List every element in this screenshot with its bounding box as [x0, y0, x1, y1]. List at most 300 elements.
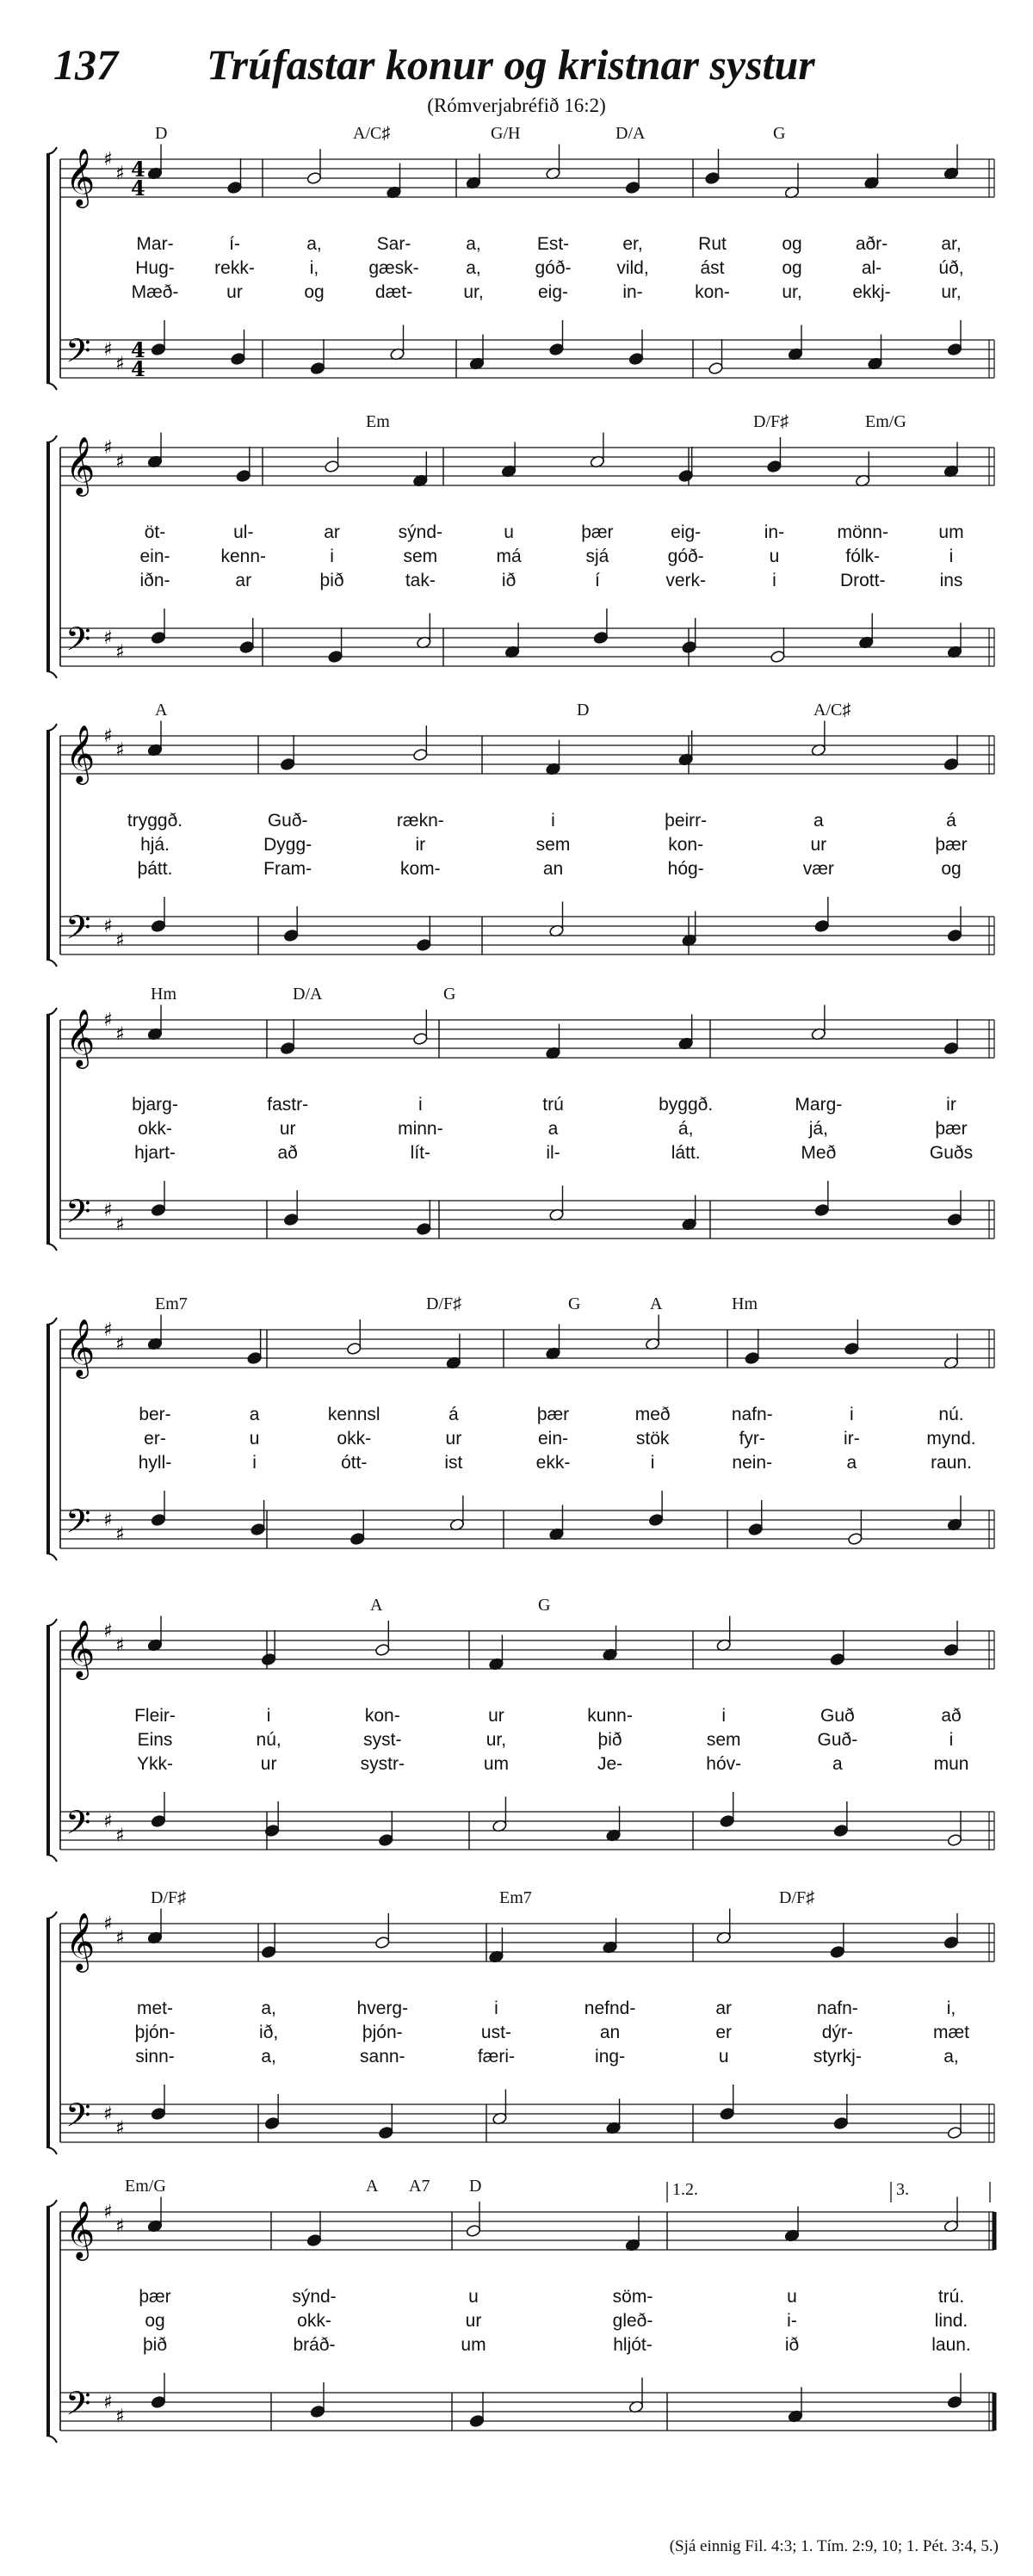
hymn-number: 137 [53, 40, 118, 89]
key-sharp: ♯ [103, 1811, 113, 1832]
lyric-syllable: styrkj- [813, 2047, 862, 2066]
lyric-syllable: úð, [938, 258, 964, 278]
lyric-syllable: á [946, 811, 956, 831]
lyric-syllable: i [850, 1405, 854, 1424]
bass-note [947, 2395, 962, 2408]
chord-symbol: G [443, 985, 456, 1004]
lyric-syllable: ið [501, 571, 516, 590]
lyric-syllable: i- [787, 2311, 797, 2331]
lyric-syllable: Guð- [817, 1730, 858, 1750]
lyric-syllable: Fleir- [134, 1706, 176, 1726]
lyric-syllable: tryggð. [127, 811, 183, 831]
lyric-syllable: i, [946, 1998, 956, 2018]
key-sharp: ♯ [103, 1010, 113, 1031]
bass-note [378, 1833, 393, 1846]
lyric-syllable: gleð- [612, 2311, 653, 2331]
lyric-syllable: á [448, 1405, 459, 1424]
key-sharp: ♯ [115, 930, 125, 952]
melody-note [625, 181, 640, 194]
melody-note [943, 1936, 959, 1949]
lyric-syllable: bráð- [293, 2335, 336, 2355]
lyric-line-verse-3 [34, 1143, 1020, 1169]
lyric-syllable: söm- [612, 2287, 653, 2307]
bass-clef: 𝄢 [65, 1803, 91, 1850]
lyric-syllable: þær [536, 1405, 570, 1424]
bass-note [947, 1833, 962, 1846]
lyric-syllable: Eins [137, 1730, 173, 1750]
lyric-syllable: bjarg- [132, 1095, 178, 1115]
treble-clef: 𝄞 [65, 1912, 96, 1970]
lyric-syllable: i [772, 571, 776, 590]
key-sharp: ♯ [103, 437, 113, 459]
lyric-syllable: met- [137, 1998, 173, 2018]
lyric-syllable: syst- [363, 1730, 402, 1750]
bass-note [349, 1532, 365, 1545]
treble-clef: 𝄞 [65, 1318, 96, 1376]
lyric-syllable: sýnd- [292, 2287, 337, 2307]
lyric-line-verse-3 [34, 1754, 1020, 1780]
lyric-line-verse-3 [34, 2047, 1020, 2073]
melody-note [745, 1351, 760, 1364]
lyric-syllable: þátt. [137, 859, 173, 879]
bass-note [378, 2126, 393, 2139]
bass-note [151, 2395, 166, 2408]
lyric-syllable: færi- [477, 2047, 516, 2066]
treble-clef: 𝄞 [65, 2200, 96, 2258]
bass-note [814, 919, 830, 932]
lyric-syllable: ar, [941, 234, 962, 254]
melody-note [236, 469, 251, 482]
bass-clef: 𝄢 [65, 2384, 91, 2431]
bass-note [947, 2126, 962, 2139]
bass-note [628, 352, 644, 365]
melody-note [325, 460, 340, 473]
lyric-syllable: i [330, 547, 334, 566]
chord-symbol: D/F♯ [426, 1294, 462, 1313]
lyric-syllable: ar [235, 571, 252, 590]
chord-symbol: Em/G [125, 2177, 166, 2196]
lyric-syllable: i [949, 1730, 954, 1750]
lyric-line-verse-3 [34, 571, 1020, 596]
bass-note [231, 352, 246, 365]
time-signature: 4 [131, 356, 145, 381]
bass-note [328, 650, 343, 663]
lyric-syllable: er, [622, 234, 643, 254]
lyric-syllable: a [813, 811, 824, 831]
lyric-syllable: ul- [233, 522, 254, 542]
lyric-syllable: ar [324, 522, 340, 542]
footnote: (Sjá einnig Fil. 4:3; 1. Tím. 2:9, 10; 1. Pét. 3:4, 5.) [669, 2537, 999, 2555]
lyric-syllable: sýnd- [398, 522, 443, 542]
treble-staff [60, 1020, 994, 1058]
key-sharp: ♯ [115, 1634, 125, 1657]
bass-note [283, 1213, 299, 1226]
bass-staff [60, 917, 994, 954]
melody-note [943, 757, 959, 770]
chord-symbol: D/F♯ [151, 1888, 187, 1907]
lyric-syllable: ur [260, 1754, 277, 1774]
lyric-syllable: nú, [256, 1730, 281, 1750]
treble-staff [60, 1924, 994, 1961]
lyric-syllable: ur, [782, 282, 802, 302]
lyric-syllable: nú. [938, 1405, 964, 1424]
lyric-syllable: þið [597, 1730, 622, 1750]
lyric-syllable: og [941, 859, 962, 879]
hymn-title: Trúfastar konur og kristnar systur [207, 40, 815, 89]
lyric-syllable: ing- [595, 2047, 626, 2066]
bass-note [708, 361, 724, 374]
melody-note [466, 2224, 481, 2237]
key-sharp: ♯ [103, 627, 113, 649]
key-sharp: ♯ [115, 1333, 125, 1356]
bass-note [814, 1203, 830, 1216]
lyric-syllable: Est- [536, 234, 570, 254]
lyric-syllable: a [249, 1405, 260, 1424]
key-sharp: ♯ [115, 1523, 125, 1546]
key-sharp: ♯ [103, 2103, 113, 2125]
lyric-syllable: u [249, 1429, 260, 1449]
lyric-line-verse-1 [34, 1405, 1020, 1430]
melody-note [280, 757, 295, 770]
key-sharp: ♯ [115, 1927, 125, 1949]
lyric-syllable: iðn- [139, 571, 170, 590]
lyric-syllable: Guð [820, 1706, 855, 1726]
lyric-syllable: á, [677, 1119, 694, 1139]
lyric-syllable: fólk- [845, 547, 881, 566]
chord-symbol: D/F♯ [753, 412, 789, 431]
bass-note [264, 2116, 280, 2129]
melody-note [374, 1643, 390, 1656]
lyric-syllable: kon- [668, 835, 704, 855]
lyric-syllable: eig- [537, 282, 569, 302]
treble-staff [60, 736, 994, 774]
chord-symbol: G [568, 1294, 581, 1313]
lyric-syllable: ur [279, 1119, 296, 1139]
lyric-line-verse-2 [34, 1730, 1020, 1756]
bass-clef: 𝄢 [65, 1502, 91, 1548]
bass-note [151, 919, 166, 932]
lyric-syllable: in- [764, 522, 785, 542]
bass-note [283, 929, 299, 942]
treble-clef: 𝄞 [65, 724, 96, 782]
key-sharp: ♯ [103, 2202, 113, 2223]
key-sharp: ♯ [103, 1913, 113, 1935]
time-signature: 4 [131, 157, 145, 182]
bass-staff [60, 1812, 994, 1850]
bass-clef: 𝄢 [65, 1192, 91, 1239]
chord-symbol: A [155, 701, 168, 720]
lyric-syllable: og [782, 258, 802, 278]
lyric-syllable: okk- [337, 1429, 372, 1449]
lyric-line-verse-2 [34, 1429, 1020, 1455]
lyric-syllable: kunn- [587, 1706, 633, 1726]
lyric-syllable: al- [861, 258, 882, 278]
bass-note [251, 1523, 266, 1535]
lyric-line-verse-1 [34, 522, 1020, 548]
lyric-syllable: ur [810, 835, 827, 855]
lyric-syllable: nafn- [731, 1405, 773, 1424]
chord-symbol: A [370, 1596, 383, 1615]
melody-note [830, 1945, 845, 1958]
lyric-syllable: trú [542, 1095, 564, 1115]
chord-symbol: D [469, 2177, 482, 2196]
lyric-line-verse-3 [34, 859, 1020, 885]
lyric-syllable: Drott- [839, 571, 886, 590]
chord-symbol: G [773, 124, 786, 143]
key-sharp: ♯ [115, 163, 125, 185]
lyric-syllable: um [461, 2335, 486, 2355]
lyric-line-verse-2 [34, 258, 1020, 284]
chord-symbol: A/C♯ [813, 701, 851, 720]
lyric-syllable: látt. [671, 1143, 701, 1163]
lyric-syllable: kenn- [220, 547, 267, 566]
lyric-syllable: sann- [360, 2047, 405, 2066]
lyric-syllable: og [145, 2311, 165, 2331]
lyric-syllable: Mæð- [131, 282, 179, 302]
lyric-syllable: með [634, 1405, 671, 1424]
melody-note [247, 1351, 263, 1364]
lyric-syllable: ir [946, 1095, 956, 1115]
bass-staff [60, 628, 994, 666]
lyric-syllable: Mar- [136, 234, 174, 254]
melody-note [943, 1643, 959, 1656]
bass-note [416, 938, 431, 951]
melody-note [412, 748, 428, 761]
bass-note [151, 1203, 166, 1216]
lyric-syllable: raun. [931, 1453, 972, 1473]
melody-note [346, 1342, 362, 1355]
lyric-syllable: dæt- [374, 282, 413, 302]
lyric-syllable: Ykk- [137, 1754, 173, 1774]
lyric-line-verse-2 [34, 835, 1020, 861]
melody-note [306, 2233, 322, 2246]
lyric-syllable: okk- [297, 2311, 331, 2331]
chord-symbol: D [155, 124, 168, 143]
chord-symbol: D [577, 701, 590, 720]
system-4 [34, 985, 1020, 1282]
bass-note [833, 1824, 849, 1837]
melody-note [844, 1342, 859, 1355]
lyric-syllable: er [715, 2023, 733, 2042]
lyric-syllable: Guð- [267, 811, 308, 831]
chord-symbol: Hm [151, 985, 176, 1004]
bass-staff [60, 340, 994, 378]
lyric-syllable: sinn- [135, 2047, 175, 2066]
bass-clef: 𝄢 [65, 331, 91, 378]
melody-note [830, 1652, 845, 1665]
lyric-syllable: þjón- [134, 2023, 176, 2042]
lyric-line-verse-3 [34, 2335, 1020, 2361]
treble-staff [60, 159, 994, 197]
lyric-syllable: okk- [138, 1119, 172, 1139]
lyric-syllable: minn- [398, 1119, 443, 1139]
treble-clef: 𝄞 [65, 436, 96, 494]
lyric-syllable: ur, [463, 282, 484, 302]
lyric-syllable: hóg- [667, 859, 704, 879]
lyric-syllable: rækn- [396, 811, 444, 831]
melody-note [678, 469, 694, 482]
lyric-syllable: ar [715, 1998, 733, 2018]
volta-label: 3. [896, 2180, 909, 2199]
lyric-syllable: gæsk- [368, 258, 419, 278]
lyric-syllable: ur [488, 1706, 504, 1726]
key-sharp: ♯ [103, 2392, 113, 2413]
lyric-syllable: ber- [139, 1405, 171, 1424]
lyric-syllable: Hug- [135, 258, 175, 278]
lyric-syllable: kennsl [327, 1405, 380, 1424]
key-sharp: ♯ [115, 2406, 125, 2428]
system-8 [34, 2177, 1020, 2474]
key-sharp: ♯ [103, 1200, 113, 1221]
lyric-syllable: um [483, 1754, 510, 1774]
lyric-line-verse-1 [34, 811, 1020, 837]
chord-symbol: A [650, 1294, 663, 1313]
lyric-syllable: nafn- [816, 1998, 858, 2018]
lyric-syllable: ur, [486, 1730, 507, 1750]
lyric-syllable: nein- [732, 1453, 773, 1473]
lyric-syllable: ekk- [535, 1453, 571, 1473]
lyric-syllable: i [949, 547, 954, 566]
lyric-syllable: ust- [480, 2023, 511, 2042]
bass-note [947, 1213, 962, 1226]
lyric-syllable: a, [261, 1998, 276, 2018]
chord-symbol: G/H [491, 124, 521, 143]
chord-symbol: Em [366, 412, 390, 431]
lyric-line-verse-1 [34, 2287, 1020, 2313]
chord-symbol: G [538, 1596, 551, 1615]
bass-note [310, 361, 325, 374]
lyric-syllable: dýr- [821, 2023, 853, 2042]
lyric-syllable: ið [784, 2335, 800, 2355]
volta-label: 1.2. [672, 2180, 698, 2199]
lyric-syllable: hjart- [134, 1143, 176, 1163]
lyric-syllable: þið [319, 571, 344, 590]
lyric-syllable: Dygg- [263, 835, 312, 855]
lyric-syllable: vær [802, 859, 834, 879]
lyric-syllable: þær [581, 522, 614, 542]
lyric-syllable: i [266, 1706, 271, 1726]
lyric-syllable: lind. [934, 2311, 968, 2331]
lyric-syllable: tak- [405, 571, 436, 590]
key-sharp: ♯ [103, 339, 113, 361]
bass-note [947, 343, 962, 355]
melody-note [280, 1041, 295, 1054]
melody-note [261, 1652, 276, 1665]
key-sharp: ♯ [103, 916, 113, 937]
lyric-syllable: trú. [937, 2287, 965, 2307]
lyric-syllable: nefnd- [584, 1998, 636, 2018]
lyric-syllable: a, [466, 258, 481, 278]
lyric-syllable: i [252, 1453, 257, 1473]
lyric-syllable: kon- [364, 1706, 400, 1726]
lyric-line-verse-3 [34, 282, 1020, 308]
lyric-syllable: ótt- [341, 1453, 368, 1473]
chord-symbol: Hm [732, 1294, 758, 1313]
time-signature: 4 [131, 176, 145, 201]
treble-staff [60, 2212, 994, 2250]
chord-symbol: Em/G [865, 412, 906, 431]
lyric-syllable: Rut [698, 234, 727, 254]
lyric-syllable: ir- [844, 1429, 860, 1449]
lyric-syllable: i [494, 1998, 498, 2018]
key-sharp: ♯ [103, 1510, 113, 1531]
lyric-syllable: þið [142, 2335, 168, 2355]
lyric-syllable: mönn- [837, 522, 888, 542]
lyric-syllable: að [941, 1706, 962, 1726]
treble-clef: 𝄞 [65, 1008, 96, 1066]
lyric-syllable: a [846, 1453, 857, 1473]
lyric-syllable: Með [801, 1143, 837, 1163]
lyric-line-verse-1 [34, 1706, 1020, 1732]
bass-note [720, 2107, 735, 2120]
lyric-syllable: i, [309, 258, 319, 278]
chord-symbol: D/A [615, 124, 646, 143]
chord-symbol: Em7 [155, 1294, 188, 1313]
treble-clef: 𝄞 [65, 1619, 96, 1677]
system-1 [34, 124, 1020, 422]
bass-note [469, 2414, 485, 2427]
lyric-syllable: fastr- [267, 1095, 309, 1115]
chord-symbol: D/A [293, 985, 323, 1004]
key-sharp: ♯ [115, 1023, 125, 1046]
bass-staff [60, 2393, 994, 2431]
lyric-syllable: sem [403, 547, 438, 566]
lyric-syllable: hljót- [613, 2335, 653, 2355]
bass-note [847, 1532, 863, 1545]
lyric-syllable: fyr- [739, 1429, 765, 1449]
lyric-syllable: byggð. [659, 1095, 714, 1115]
lyric-syllable: kon- [695, 282, 730, 302]
lyric-syllable: i [551, 811, 555, 831]
key-sharp: ♯ [103, 726, 113, 747]
key-sharp: ♯ [115, 353, 125, 375]
lyric-syllable: in- [622, 282, 643, 302]
system-6 [34, 1596, 1020, 1893]
key-sharp: ♯ [115, 1825, 125, 1847]
lyric-syllable: hjá. [140, 835, 170, 855]
bass-note [947, 929, 962, 942]
system-2 [34, 412, 1020, 710]
lyric-syllable: kom- [399, 859, 441, 879]
lyric-syllable: sem [535, 835, 571, 855]
lyric-line-verse-3 [34, 1453, 1020, 1479]
bass-note [549, 343, 565, 355]
lyric-syllable: a, [306, 234, 322, 254]
lyric-syllable: sem [706, 1730, 741, 1750]
lyric-syllable: u [787, 2287, 797, 2307]
bass-note [748, 1523, 764, 1535]
lyric-syllable: ekkj- [852, 282, 891, 302]
lyric-syllable: u [769, 547, 780, 566]
lyric-syllable: þær [139, 2287, 171, 2307]
chord-symbol: D/F♯ [779, 1888, 815, 1907]
lyric-line-verse-1 [34, 1095, 1020, 1121]
melody-note [306, 171, 322, 184]
lyric-syllable: Marg- [795, 1095, 843, 1115]
lyric-syllable: í- [229, 234, 240, 254]
bass-note [151, 1513, 166, 1526]
melody-note [374, 1936, 390, 1949]
bass-clef: 𝄢 [65, 2096, 91, 2142]
lyric-syllable: sjá [585, 547, 609, 566]
chord-symbol: A/C♯ [353, 124, 391, 143]
lyric-syllable: má [496, 547, 522, 566]
key-sharp: ♯ [103, 1319, 113, 1341]
lyric-syllable: ein- [139, 547, 170, 566]
lyric-syllable: lít- [410, 1143, 430, 1163]
treble-clef: 𝄞 [65, 147, 96, 206]
lyric-syllable: Je- [597, 1754, 623, 1774]
